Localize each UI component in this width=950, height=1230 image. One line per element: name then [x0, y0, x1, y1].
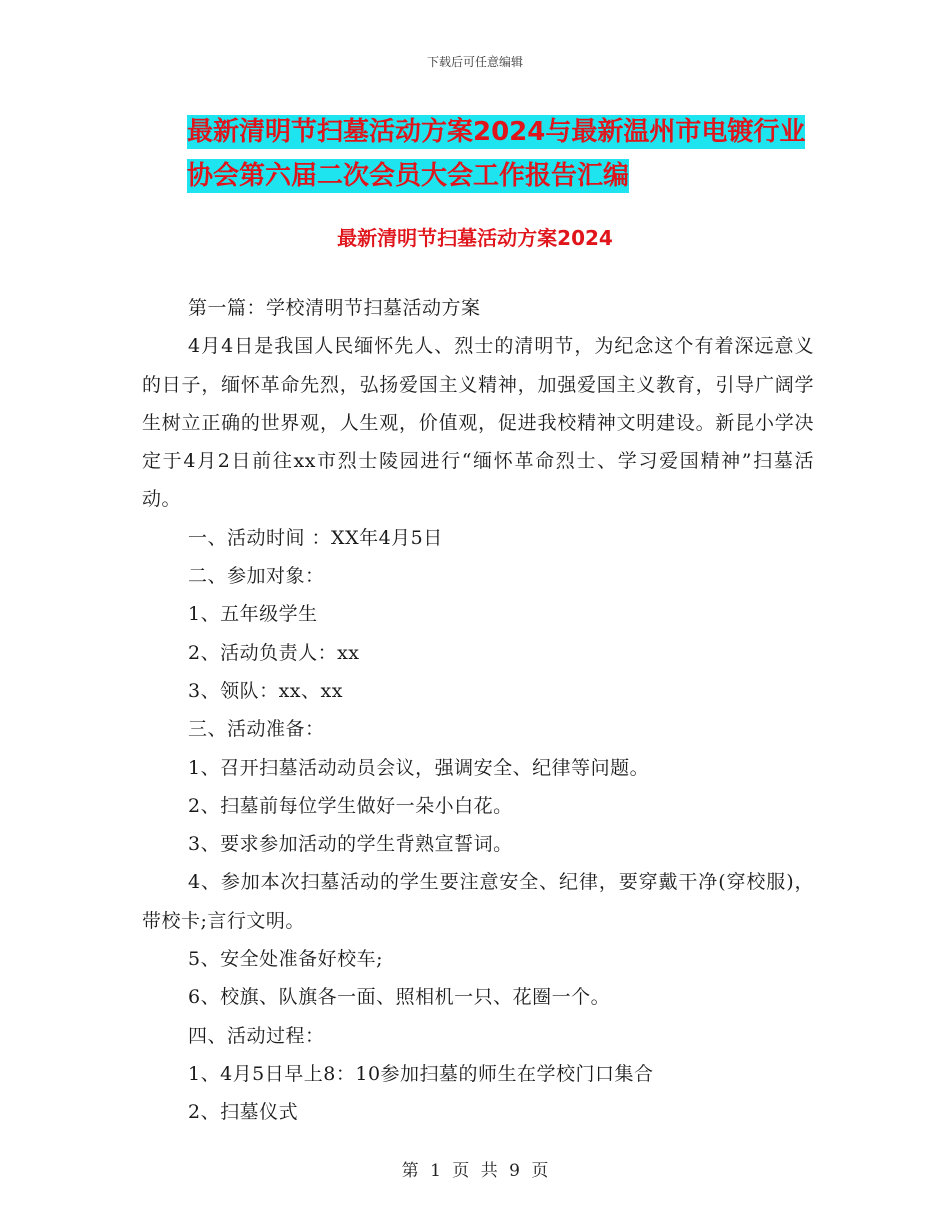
section-title: 最新清明节扫墓活动方案2024 [337, 226, 613, 250]
paragraph: 1、4月5日早上8：10参加扫墓的师生在学校门口集合 [188, 1062, 654, 1085]
paragraph: 三、活动准备： [188, 718, 325, 741]
paragraph: 5、安全处准备好校车; [188, 948, 383, 971]
paragraph: 3、领队：xx、xx [188, 679, 343, 702]
paragraph: 一、活动时间 ：XX年4月5日 [188, 526, 443, 549]
paragraph: 四、活动过程： [188, 1024, 325, 1047]
paragraph: 3、要求参加活动的学生背熟宣誓词。 [188, 833, 513, 856]
paragraph: 第一篇：学校清明节扫墓活动方案 [188, 297, 481, 319]
paragraph: 1、五年级学生 [188, 603, 318, 626]
title-line-2: 协会第六届二次会员大会工作报告汇编 [187, 161, 630, 191]
paragraph: 2、扫墓前每位学生做好一朵小白花。 [188, 794, 513, 817]
paragraph: 1、召开扫墓活动动员会议，强调安全、纪律等问题。 [188, 756, 650, 779]
header-note: 下载后可任意编辑 [426, 55, 523, 69]
paragraph: 2、活动负责人：xx [188, 641, 360, 664]
page-footer: 第 1 页 共 9 页 [401, 1161, 549, 1181]
paragraph: 6、校旗、队旗各一面、照相机一只、花圈一个。 [188, 986, 611, 1009]
title-line-1: 最新清明节扫墓活动方案2024与最新温州市电镀行业 [187, 117, 806, 147]
paragraph: 4月4日是我国人民缅怀先人、烈士的清明节，为纪念这个有着深远意义的日子，缅怀革命先烈，弘扬爱国主义精神，加强爱国主义教育，引导广阔学生树立正确的世界观，人生观，价值观，促进我校精神文明建设。新昆小学决定于4月2日前往xx市烈士陵园进行“缅怀革命烈士、学习爱国精神”扫墓活动。 [142, 335, 814, 511]
paragraph: 4、参加本次扫墓活动的学生要注意安全、纪律，要穿戴干净(穿校服)，带校卡;言行文明。 [142, 871, 814, 932]
document-title [140, 110, 820, 198]
paragraph: 二、参加对象： [188, 565, 325, 588]
document-body [142, 289, 814, 1132]
paragraph: 2、扫墓仪式 [188, 1101, 299, 1124]
